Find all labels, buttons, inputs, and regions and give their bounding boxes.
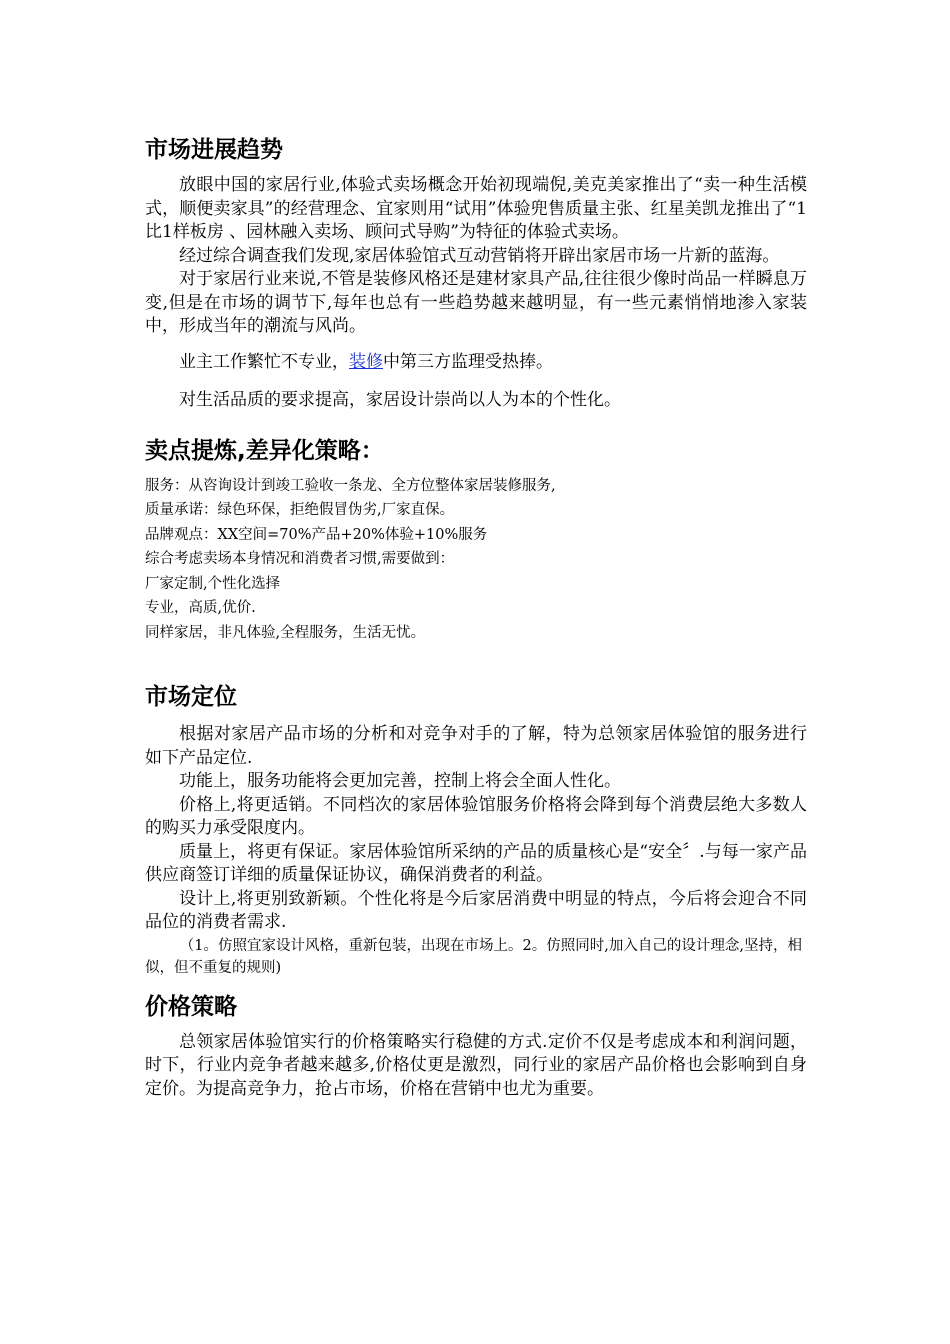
document-body [145, 128, 807, 1101]
list-line: 品牌观点：XX空间=70%产品+20%体验+10%服务 [145, 526, 488, 543]
paragraph: 价格上,将更适销。不同档次的家居体验馆服务价格将会降到每个消费层绝大多数人的购买力承受限度内。 [145, 794, 807, 838]
paragraph-supervision [145, 351, 807, 375]
section-title-selling-points: 卖点提炼,差异化策略： [145, 437, 384, 464]
paragraph: 对生活品质的要求提高，家居设计崇尚以人为本的个性化。 [179, 390, 621, 410]
paragraph: 放眼中国的家居行业,体验式卖场概念开始初现端倪,美克美家推出了“卖一种生活模式，顺便卖家具”的经营理念、宜家则用“试用”体验兜售质量主张、红星美凯龙推出了“1比1样板房 、园林融入卖场、顾问式导购”为特征的体验式卖场。 [145, 175, 807, 242]
paragraph: 总领家居体验馆实行的价格策略实行稳健的方式.定价不仅是考虑成本和利润问题，时下，行业内竞争者越来越多,价格仗更是激烈，同行业的家居产品价格也会影响到自身定价。为提高竞争力，抢占市场，价格在营销中也尤为重要。 [145, 1031, 807, 1099]
list-line: 厂家定制,个性化选择 [145, 575, 281, 592]
list-line: 服务：从咨询设计到竣工验收一条龙、全方位整体家居装修服务, [145, 477, 556, 494]
list-line: 专业，高质,优价. [145, 600, 256, 616]
list-line: 综合考虑卖场本身情况和消费者习惯,需要做到： [145, 551, 455, 567]
paragraph: 经过综合调查我们发现,家居体验馆式互动营销将开辟出家居市场一片新的蓝海。 [179, 245, 780, 266]
section-title-pricing-strategy: 价格策略 [145, 993, 237, 1020]
note-paragraph: （1。仿照宜家设计风格，重新包装，出现在市场上。2。仿照同时,加入自己的设计理念,坚持，相似，但不重复的规则) [145, 937, 802, 976]
list-line: 同样家居，非凡体验,全程服务，生活无忧。 [145, 624, 426, 641]
paragraph: 质量上，将更有保证。家居体验馆所采纳的产品的质量核心是“安全〞.与每一家产品供应商签订详细的质量保证协议，确保消费者的利益。 [145, 841, 807, 885]
list-line: 质量承诺：绿色环保，拒绝假冒伪劣,厂家直保。 [145, 502, 455, 518]
paragraph: 根据对家居产品市场的分析和对竞争对手的了解，特为总领家居体验馆的服务进行如下产品定位. [145, 724, 807, 768]
paragraph-text: 业主工作繁忙不专业， [179, 351, 349, 372]
section-title-market-positioning: 市场定位 [145, 684, 237, 710]
renovation-link[interactable]: 装修 [349, 351, 383, 372]
paragraph: 设计上,将更别致新颖。个性化将是今后家居消费中明显的特点，今后将会迎合不同品位的消费者需求. [145, 888, 807, 932]
paragraph-text: 中第三方监理受热捧。 [383, 351, 553, 372]
paragraph: 对于家居行业来说,不管是装修风格还是建材家具产品,往往很少像时尚品一样瞬息万变,但是在市场的调节下,每年也总有一些趋势越来越明显，有一些元素悄悄地渗入家装中，形成当年的潮流与风尚。 [145, 269, 807, 336]
section-title-market-trend: 市场进展趋势 [145, 137, 283, 163]
paragraph: 功能上，服务功能将会更加完善，控制上将会全面人性化。 [179, 771, 621, 791]
